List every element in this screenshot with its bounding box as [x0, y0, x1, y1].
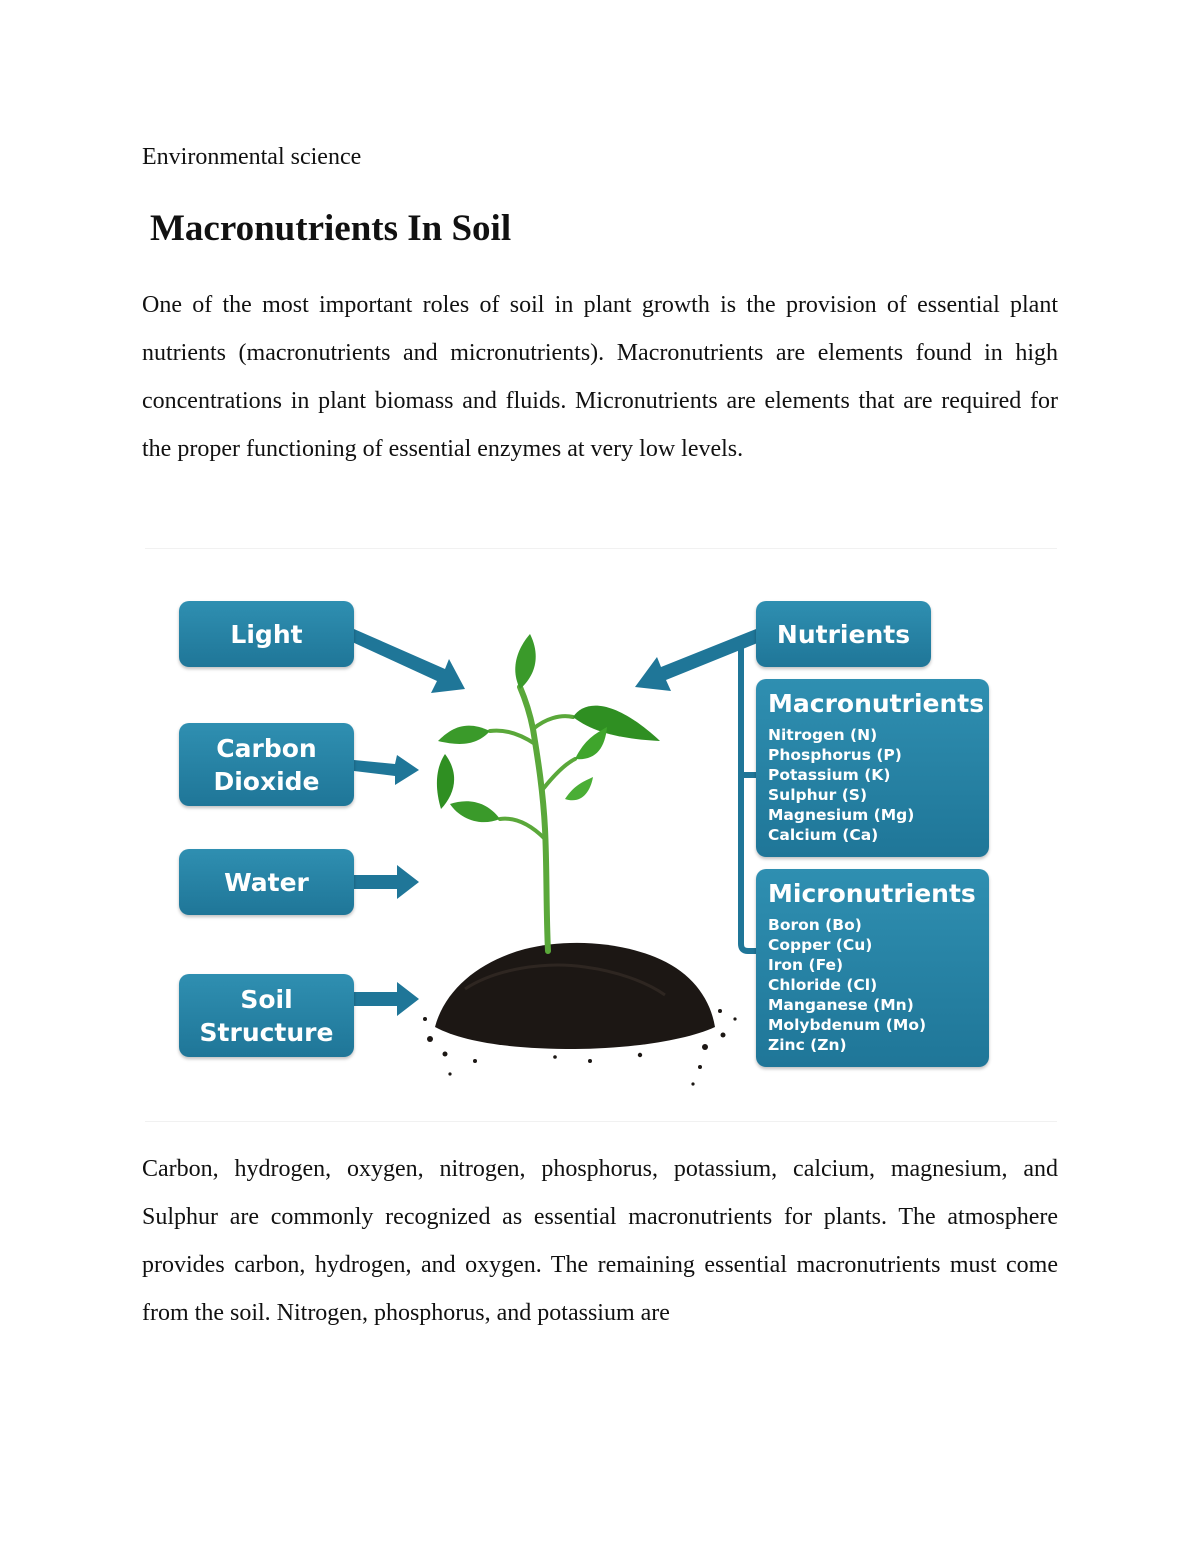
macronutrients-list: [768, 725, 977, 845]
soil-structure-box: Soil Structure: [179, 974, 354, 1057]
soil-mound: [408, 943, 736, 1086]
micronutrients-list: [768, 915, 977, 1055]
macronutrients-box: [756, 679, 989, 857]
list-item: Nitrogen (N): [768, 726, 878, 744]
nutrients-box: Nutrients: [756, 601, 931, 667]
list-item: Potassium (K): [768, 766, 891, 784]
list-item: Boron (Bo): [768, 916, 862, 934]
micronutrients-title: Micronutrients: [768, 879, 976, 908]
seedling-plant: [437, 634, 660, 951]
nutrients-bracket: [741, 647, 756, 951]
list-item: Molybdenum (Mo): [768, 1016, 927, 1034]
document-subject: Environmental science: [142, 144, 362, 170]
list-item: Chloride (Cl): [768, 976, 878, 994]
list-item: Sulphur (S): [768, 786, 868, 804]
list-item: Magnesium (Mg): [768, 806, 915, 824]
carbon-dioxide-box: Carbon Dioxide: [179, 723, 354, 806]
list-item: Copper (Cu): [768, 936, 873, 954]
water-box: Water: [179, 849, 354, 915]
list-item: Iron (Fe): [768, 956, 844, 974]
list-item: Phosphorus (P): [768, 746, 902, 764]
macronutrients-title: Macronutrients: [768, 689, 985, 718]
list-item: Calcium (Ca): [768, 826, 879, 844]
micronutrients-box: [756, 869, 989, 1067]
light-box: Light: [179, 601, 354, 667]
list-item: Manganese (Mn): [768, 996, 914, 1014]
document-title: Macronutrients In Soil: [150, 208, 512, 249]
list-item: Zinc (Zn): [768, 1036, 847, 1054]
macronutrients-paragraph: Carbon, hydrogen, oxygen, nitrogen, phosphorus, potassium, calcium, magnesium, and Sulphur are commonly recognized as essential macronutrients for plants. The atmosphere provides carbon, hydrogen, and oxygen. The remaining essential macronutrients must come from the soil. Nitrogen, phosphorus, and potassium are: [142, 1156, 1058, 1326]
intro-paragraph: One of the most important roles of soil in plant growth is the provision of essential plant nutrients (macronutrients and micronutrients). Macronutrients are elements found in high concentrations in plant biomass and fluids. Micronutrients are elements that are required for the proper functioning of essential enzymes at very low levels.: [142, 292, 1058, 462]
plant-growth-factors-figure: [145, 548, 1057, 1122]
